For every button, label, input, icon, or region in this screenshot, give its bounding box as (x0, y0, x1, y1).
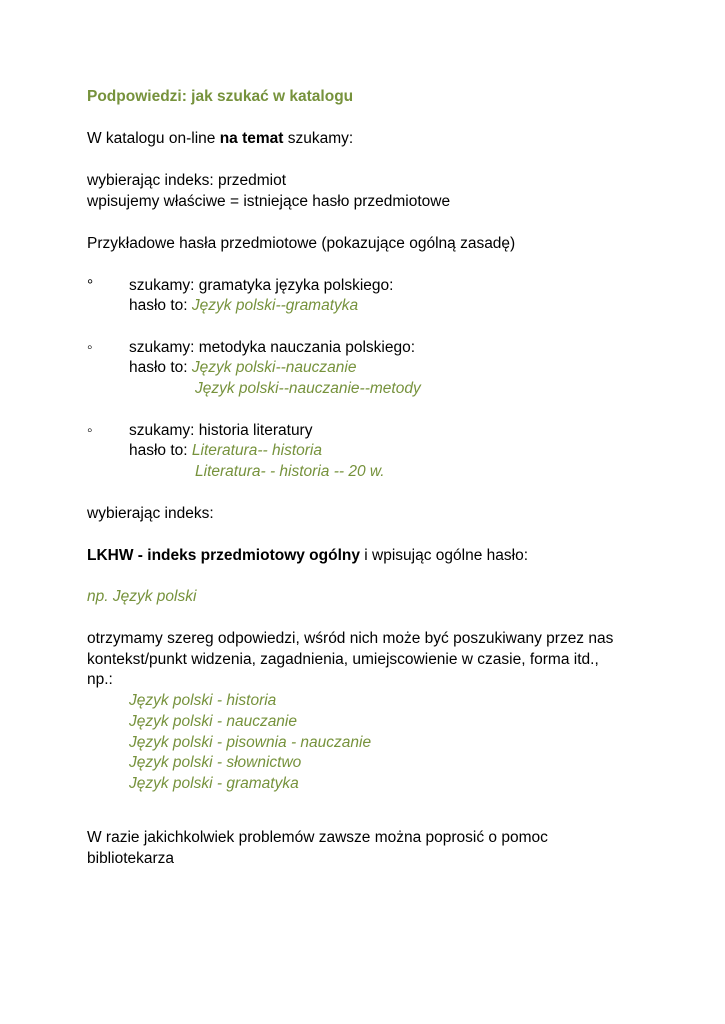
closing-line2: bibliotekarza (87, 850, 175, 867)
intro-bold: na temat (219, 130, 284, 147)
result-item-1: Język polski - historia (129, 692, 277, 709)
example-2-search: szukamy: metodyka nauczania polskiego: (129, 339, 416, 356)
page-title: Podpowiedzi: jak szukać w katalogu (87, 88, 354, 105)
intro-pre: W katalogu on-line (87, 130, 220, 147)
closing-line1: W razie jakichkolwiek problemów zawsze można poprosić o pomoc (87, 829, 548, 846)
example-1-search: szukamy: gramatyka języka polskiego: (129, 277, 394, 294)
example-2-entry-2: Język polski--nauczanie--metody (195, 380, 421, 397)
example-3-label: hasło to: (129, 442, 192, 459)
intro-post: szukamy: (283, 130, 354, 147)
results-line3: np.: (87, 671, 113, 688)
example-2-entry-line (129, 358, 356, 378)
result-item-4: Język polski - słownictwo (129, 754, 302, 771)
example-3-entry-2: Literatura- - historia -- 20 w. (195, 463, 385, 480)
example-1-entry-line (129, 296, 358, 316)
index-general-bold: LKHW - indeks przedmiotowy ogólny (87, 547, 360, 564)
example-1-entry-1: Język polski--gramatyka (191, 297, 359, 314)
example-1-label: hasło to: (129, 297, 192, 314)
example-3-search: szukamy: historia literatury (129, 422, 313, 439)
index-subject-line1: wybierając indeks: przedmiot (87, 172, 287, 189)
result-item-5: Język polski - gramatyka (129, 775, 299, 792)
bullet-1: ° (87, 277, 94, 294)
index-general-line2 (87, 546, 528, 566)
results-line1: otrzymamy szereg odpowiedzi, wśród nich może być poszukiwany przez nas (87, 630, 614, 647)
bullet-3: ◦ (87, 422, 93, 439)
example-3-entry-1: Literatura-- historia (191, 442, 322, 459)
example-3-entry-line (129, 441, 322, 461)
index-general-post: i wpisując ogólne hasło: (359, 547, 529, 564)
index-general-line1: wybierając indeks: (87, 505, 214, 522)
index-general-example: np. Język polski (87, 588, 197, 605)
result-item-3: Język polski - pisownia - nauczanie (129, 734, 372, 751)
result-item-2: Język polski - nauczanie (129, 713, 297, 730)
example-2-entry-1: Język polski--nauczanie (191, 359, 357, 376)
example-2-label: hasło to: (129, 359, 192, 376)
index-subject-line2: wpisujemy właściwe = istniejące hasło przedmiotowe (87, 193, 451, 210)
intro-line (87, 129, 353, 149)
bullet-2: ◦ (87, 339, 93, 356)
examples-heading: Przykładowe hasła przedmiotowe (pokazujące ogólną zasadę) (87, 235, 516, 252)
results-line2: kontekst/punkt widzenia, zagadnienia, umiejscowienie w czasie, forma itd., (87, 651, 599, 668)
